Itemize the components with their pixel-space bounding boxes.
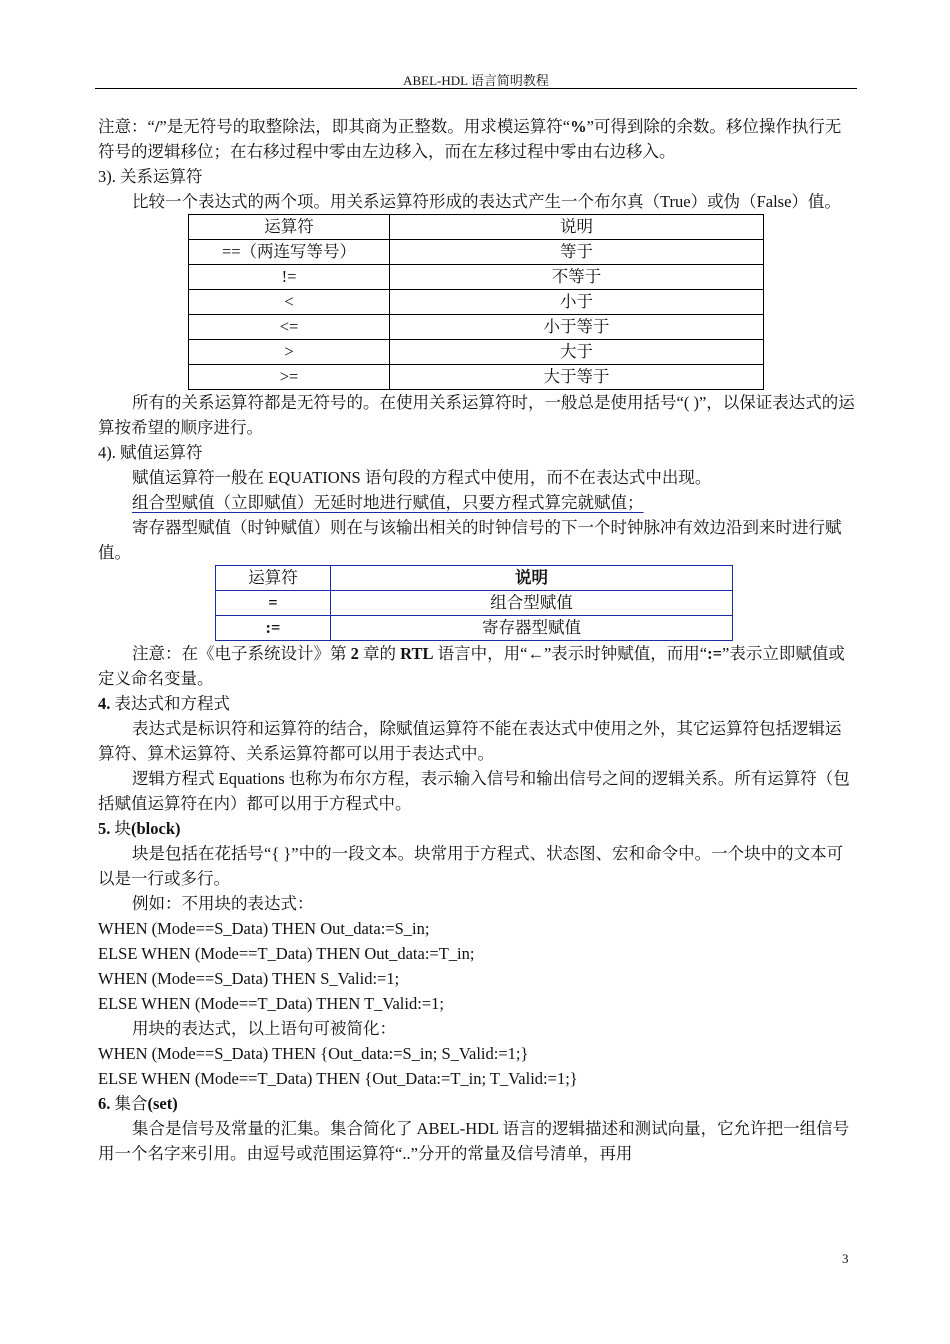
table-cell: < xyxy=(189,290,390,315)
table-cell: != xyxy=(189,265,390,290)
table-row xyxy=(216,591,733,616)
section-heading-expressions xyxy=(98,691,856,716)
table-header-cell: 运算符 xyxy=(216,566,331,591)
paragraph-expressions: 表达式是标识符和运算符的结合，除赋值运算符不能在表达式中使用之外，其它运算符包括逻辑运算符、算术运算符、关系运算符都可以用于表达式中。 xyxy=(98,719,842,763)
heading-text: (set) xyxy=(147,1094,178,1113)
text: 章的 xyxy=(358,644,401,663)
paragraph-block: 块是包括在花括号“{ }”中的一段文本。块常用于方程式、状态图、宏和命令中。一个块中的文本可以是一行或多行。 xyxy=(98,844,844,888)
table-cell: 寄存器型赋值 xyxy=(331,616,733,641)
underlined-text: 组合型赋值（立即赋值）无延时地进行赋值，只要方程式算完就赋值； xyxy=(132,493,644,512)
text: 2 xyxy=(350,644,359,663)
table-row xyxy=(189,290,764,315)
section-heading-relational: 3). 关系运算符 xyxy=(98,167,203,186)
table-cell: 大于 xyxy=(390,340,764,365)
paragraph-set: 集合是信号及常量的汇集。集合简化了 ABEL-HDL 语言的逻辑描述和测试向量，它允许把一组信号用一个名字来引用。由逗号或范围运算符“..”分开的常量及信号清单，再用 xyxy=(98,1119,850,1163)
text: ”表示时钟赋值，而用“ xyxy=(543,644,708,663)
section-heading-assignment: 4). 赋值运算符 xyxy=(98,443,203,462)
code-line: WHEN (Mode==S_Data) THEN Out_data:=S_in; xyxy=(98,919,430,938)
table-cell: 等于 xyxy=(390,240,764,265)
table-cell: 不等于 xyxy=(390,265,764,290)
text: 语言中，用“ xyxy=(433,644,528,663)
table-cell: 大于等于 xyxy=(390,365,764,390)
text: ”表示立即赋值或定义命名变量。 xyxy=(98,644,845,688)
table-cell: > xyxy=(189,340,390,365)
assignment-operator-table xyxy=(215,565,733,641)
table-header-row xyxy=(216,566,733,591)
paragraph-assignment-usage: 赋值运算符一般在 EQUATIONS 语句段的方程式中使用，而不在表达式中出现。 xyxy=(132,468,712,487)
heading-number: 4. xyxy=(98,694,111,713)
table-cell: >= xyxy=(189,365,390,390)
header-rule xyxy=(95,88,857,89)
page-number: 3 xyxy=(842,1251,849,1266)
operator-text: / xyxy=(154,117,160,136)
table-cell: <= xyxy=(189,315,390,340)
section-heading-block xyxy=(98,816,856,841)
paragraph-relational-note: 所有的关系运算符都是无符号的。在使用关系运算符时，一般总是使用括号“( )”，以保证表达式的运算按希望的顺序进行。 xyxy=(98,393,855,437)
paragraph-example: 例如：不用块的表达式： xyxy=(132,894,314,913)
relational-operator-table xyxy=(188,214,764,390)
table-row xyxy=(189,265,764,290)
heading-number: 5. xyxy=(98,819,111,838)
table-header-cell: 说明 xyxy=(331,566,733,591)
paragraph-combinational-assign xyxy=(98,490,856,515)
table-row xyxy=(189,240,764,265)
text: 注意：“ xyxy=(98,117,155,136)
operator-text: % xyxy=(570,117,587,136)
paragraph-simplify: 用块的表达式，以上语句可被简化： xyxy=(132,1019,396,1038)
heading-text: (block) xyxy=(131,819,181,838)
table-cell: ==（两连写等号） xyxy=(189,240,390,265)
table-row xyxy=(189,315,764,340)
code-line: ELSE WHEN (Mode==T_Data) THEN {Out_Data:=T_in; T_Valid:=1;} xyxy=(98,1069,578,1088)
text: 注意：在《电子系统设计》第 xyxy=(132,644,351,663)
table-header-row xyxy=(189,215,764,240)
code-line: WHEN (Mode==S_Data) THEN {Out_data:=S_in; S_Valid:=1;} xyxy=(98,1044,529,1063)
section-heading-set xyxy=(98,1091,856,1116)
table-row xyxy=(216,616,733,641)
text: ”是无符号的取整除法，即其商为正整数。用求模运算符“ xyxy=(159,117,571,136)
table-row xyxy=(189,340,764,365)
page-header: ABEL-HDL 语言简明教程 xyxy=(403,73,549,88)
page-content xyxy=(98,114,856,1166)
paragraph-equations: 逻辑方程式 Equations 也称为布尔方程，表示输入信号和输出信号之间的逻辑关系。所有运算符（包括赋值运算符在内）都可以用于方程式中。 xyxy=(98,769,850,813)
code-line: ELSE WHEN (Mode==T_Data) THEN T_Valid:=1; xyxy=(98,994,444,1013)
table-header-cell: 运算符 xyxy=(189,215,390,240)
left-arrow-icon: ← xyxy=(527,644,544,663)
table-cell: 小于 xyxy=(390,290,764,315)
heading-text: 块 xyxy=(110,819,131,838)
text: RTL xyxy=(400,644,434,663)
table-cell: 组合型赋值 xyxy=(331,591,733,616)
table-cell: := xyxy=(216,616,331,641)
text: ”可得到除的余数。移位操作执行无符号的逻辑移位；在右移过程中零由左边移入，而在左移过程中零由右边移入。 xyxy=(98,117,842,161)
code-line: WHEN (Mode==S_Data) THEN S_Valid:=1; xyxy=(98,969,400,988)
table-header-cell: 说明 xyxy=(390,215,764,240)
paragraph-rtl-note xyxy=(98,641,856,691)
paragraph-division-note xyxy=(98,114,856,164)
table-row xyxy=(189,365,764,390)
heading-text: 表达式和方程式 xyxy=(110,694,230,713)
heading-number: 6. xyxy=(98,1094,111,1113)
table-cell: = xyxy=(216,591,331,616)
heading-text: 集合 xyxy=(110,1094,148,1113)
table-cell: 小于等于 xyxy=(390,315,764,340)
text: := xyxy=(707,644,722,663)
paragraph-register-assign: 寄存器型赋值（时钟赋值）则在与该输出相关的时钟信号的下一个时钟脉冲有效边沿到来时进行赋值。 xyxy=(98,518,842,562)
code-line: ELSE WHEN (Mode==T_Data) THEN Out_data:=T_in; xyxy=(98,944,475,963)
paragraph-relational: 比较一个表达式的两个项。用关系运算符形成的表达式产生一个布尔真（True）或伪（False）值。 xyxy=(132,192,841,211)
